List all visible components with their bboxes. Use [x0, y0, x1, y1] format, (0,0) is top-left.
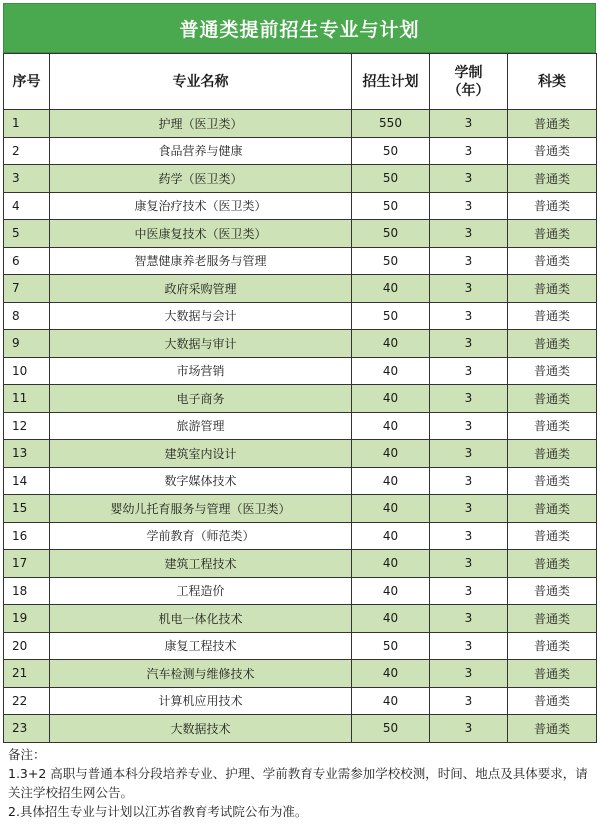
- row-index: 18: [4, 577, 50, 605]
- row-major: 护理（医卫类）: [50, 110, 352, 138]
- table-row: [4, 440, 597, 468]
- row-category: 普通类: [508, 385, 597, 413]
- row-years: 3: [430, 302, 508, 330]
- row-index: 10: [4, 357, 50, 385]
- row-major: 食品营养与健康: [50, 137, 352, 165]
- row-category: 普通类: [508, 715, 597, 743]
- row-major: 计算机应用技术: [50, 687, 352, 715]
- row-category: 普通类: [508, 687, 597, 715]
- row-category: 普通类: [508, 357, 597, 385]
- row-index: 21: [4, 660, 50, 688]
- row-years: 3: [430, 220, 508, 248]
- row-major: 智慧健康养老服务与管理: [50, 247, 352, 275]
- row-plan: 40: [352, 385, 430, 413]
- row-plan: 40: [352, 330, 430, 358]
- row-years: 3: [430, 192, 508, 220]
- row-plan: 50: [352, 247, 430, 275]
- row-major: 旅游管理: [50, 412, 352, 440]
- table-row: [4, 577, 597, 605]
- row-index: 23: [4, 715, 50, 743]
- header-category: 科类: [508, 54, 597, 110]
- row-major: 政府采购管理: [50, 275, 352, 303]
- row-major: 工程造价: [50, 577, 352, 605]
- notes-line-1: 1.3+2 高职与普通本科分段培养专业、护理、学前教育专业需参加学校校测，时间、地点及具体要求，请关注学校招生网公告。: [8, 766, 588, 800]
- row-index: 14: [4, 467, 50, 495]
- header-plan: 招生计划: [352, 54, 430, 110]
- row-major: 康复工程技术: [50, 632, 352, 660]
- row-index: 16: [4, 522, 50, 550]
- row-plan: 40: [352, 467, 430, 495]
- row-years: 3: [430, 385, 508, 413]
- row-major: 建筑工程技术: [50, 550, 352, 578]
- row-plan: 40: [352, 550, 430, 578]
- row-index: 22: [4, 687, 50, 715]
- row-index: 7: [4, 275, 50, 303]
- row-years: 3: [430, 632, 508, 660]
- row-index: 3: [4, 165, 50, 193]
- row-major: 电子商务: [50, 385, 352, 413]
- row-index: 8: [4, 302, 50, 330]
- row-major: 建筑室内设计: [50, 440, 352, 468]
- row-index: 19: [4, 605, 50, 633]
- table-row: [4, 385, 597, 413]
- row-plan: 40: [352, 357, 430, 385]
- table-row: [4, 632, 597, 660]
- row-plan: 50: [352, 302, 430, 330]
- row-years: 3: [430, 165, 508, 193]
- row-years: 3: [430, 330, 508, 358]
- row-category: 普通类: [508, 632, 597, 660]
- row-category: 普通类: [508, 302, 597, 330]
- row-category: 普通类: [508, 577, 597, 605]
- row-years: 3: [430, 275, 508, 303]
- row-plan: 40: [352, 605, 430, 633]
- header-row: [4, 54, 597, 110]
- table-row: [4, 605, 597, 633]
- row-plan: 40: [352, 412, 430, 440]
- row-years: 3: [430, 687, 508, 715]
- row-category: 普通类: [508, 522, 597, 550]
- row-index: 17: [4, 550, 50, 578]
- row-years: 3: [430, 412, 508, 440]
- table-row: [4, 660, 597, 688]
- table-row: [4, 302, 597, 330]
- row-index: 5: [4, 220, 50, 248]
- row-index: 9: [4, 330, 50, 358]
- row-category: 普通类: [508, 165, 597, 193]
- header-years: [430, 54, 508, 110]
- table-row: [4, 137, 597, 165]
- row-plan: 40: [352, 495, 430, 523]
- header-major: 专业名称: [50, 54, 352, 110]
- notes-heading: 备注：: [8, 747, 46, 762]
- row-years: 3: [430, 577, 508, 605]
- row-plan: 40: [352, 440, 430, 468]
- row-major: 大数据与会计: [50, 302, 352, 330]
- row-major: 市场营销: [50, 357, 352, 385]
- table-title: 普通类提前招生专业与计划: [3, 3, 596, 53]
- row-years: 3: [430, 247, 508, 275]
- row-major: 药学（医卫类）: [50, 165, 352, 193]
- table-row: [4, 467, 597, 495]
- row-major: 汽车检测与维修技术: [50, 660, 352, 688]
- row-major: 婴幼儿托育服务与管理（医卫类）: [50, 495, 352, 523]
- table-row: [4, 110, 597, 138]
- header-years-line2: （年）: [447, 82, 490, 99]
- row-years: 3: [430, 605, 508, 633]
- row-plan: 40: [352, 577, 430, 605]
- table-row: [4, 192, 597, 220]
- row-years: 3: [430, 137, 508, 165]
- row-years: 3: [430, 495, 508, 523]
- row-plan: 50: [352, 632, 430, 660]
- enrollment-table: [3, 53, 597, 743]
- row-years: 3: [430, 467, 508, 495]
- table-row: [4, 495, 597, 523]
- row-major: 学前教育（师范类）: [50, 522, 352, 550]
- table-row: [4, 275, 597, 303]
- header-years-line1: 学制: [454, 64, 483, 81]
- row-category: 普通类: [508, 605, 597, 633]
- notes: [8, 745, 598, 821]
- row-plan: 40: [352, 522, 430, 550]
- row-major: 中医康复技术（医卫类）: [50, 220, 352, 248]
- row-major: 机电一体化技术: [50, 605, 352, 633]
- row-index: 12: [4, 412, 50, 440]
- row-years: 3: [430, 550, 508, 578]
- row-index: 2: [4, 137, 50, 165]
- table-row: [4, 357, 597, 385]
- table-row: [4, 715, 597, 743]
- row-plan: 40: [352, 687, 430, 715]
- row-index: 6: [4, 247, 50, 275]
- row-plan: 40: [352, 660, 430, 688]
- row-major: 大数据与审计: [50, 330, 352, 358]
- table-body: [4, 110, 597, 743]
- row-index: 11: [4, 385, 50, 413]
- row-category: 普通类: [508, 440, 597, 468]
- table-row: [4, 247, 597, 275]
- row-category: 普通类: [508, 275, 597, 303]
- row-plan: 50: [352, 165, 430, 193]
- row-category: 普通类: [508, 660, 597, 688]
- row-years: 3: [430, 522, 508, 550]
- table-header: [4, 54, 597, 110]
- row-index: 20: [4, 632, 50, 660]
- table-row: [4, 550, 597, 578]
- enrollment-plan-sheet: [3, 3, 596, 819]
- row-years: 3: [430, 660, 508, 688]
- row-category: 普通类: [508, 550, 597, 578]
- table-row: [4, 330, 597, 358]
- row-category: 普通类: [508, 247, 597, 275]
- table-row: [4, 687, 597, 715]
- row-category: 普通类: [508, 137, 597, 165]
- notes-line-2: 2.具体招生专业与计划以江苏省教育考试院公布为准。: [8, 804, 308, 819]
- row-category: 普通类: [508, 495, 597, 523]
- row-plan: 40: [352, 275, 430, 303]
- row-plan: 50: [352, 220, 430, 248]
- row-category: 普通类: [508, 110, 597, 138]
- table-row: [4, 522, 597, 550]
- row-index: 13: [4, 440, 50, 468]
- table-row: [4, 220, 597, 248]
- row-major: 大数据技术: [50, 715, 352, 743]
- row-plan: 50: [352, 137, 430, 165]
- row-category: 普通类: [508, 412, 597, 440]
- header-index: 序号: [4, 54, 50, 110]
- table-row: [4, 165, 597, 193]
- row-plan: 550: [352, 110, 430, 138]
- row-index: 1: [4, 110, 50, 138]
- row-major: 数字媒体技术: [50, 467, 352, 495]
- row-major: 康复治疗技术（医卫类）: [50, 192, 352, 220]
- row-years: 3: [430, 357, 508, 385]
- row-plan: 50: [352, 715, 430, 743]
- row-years: 3: [430, 715, 508, 743]
- row-category: 普通类: [508, 192, 597, 220]
- table-row: [4, 412, 597, 440]
- row-years: 3: [430, 110, 508, 138]
- row-plan: 50: [352, 192, 430, 220]
- row-index: 4: [4, 192, 50, 220]
- row-category: 普通类: [508, 330, 597, 358]
- row-index: 15: [4, 495, 50, 523]
- row-category: 普通类: [508, 467, 597, 495]
- row-category: 普通类: [508, 220, 597, 248]
- row-years: 3: [430, 440, 508, 468]
